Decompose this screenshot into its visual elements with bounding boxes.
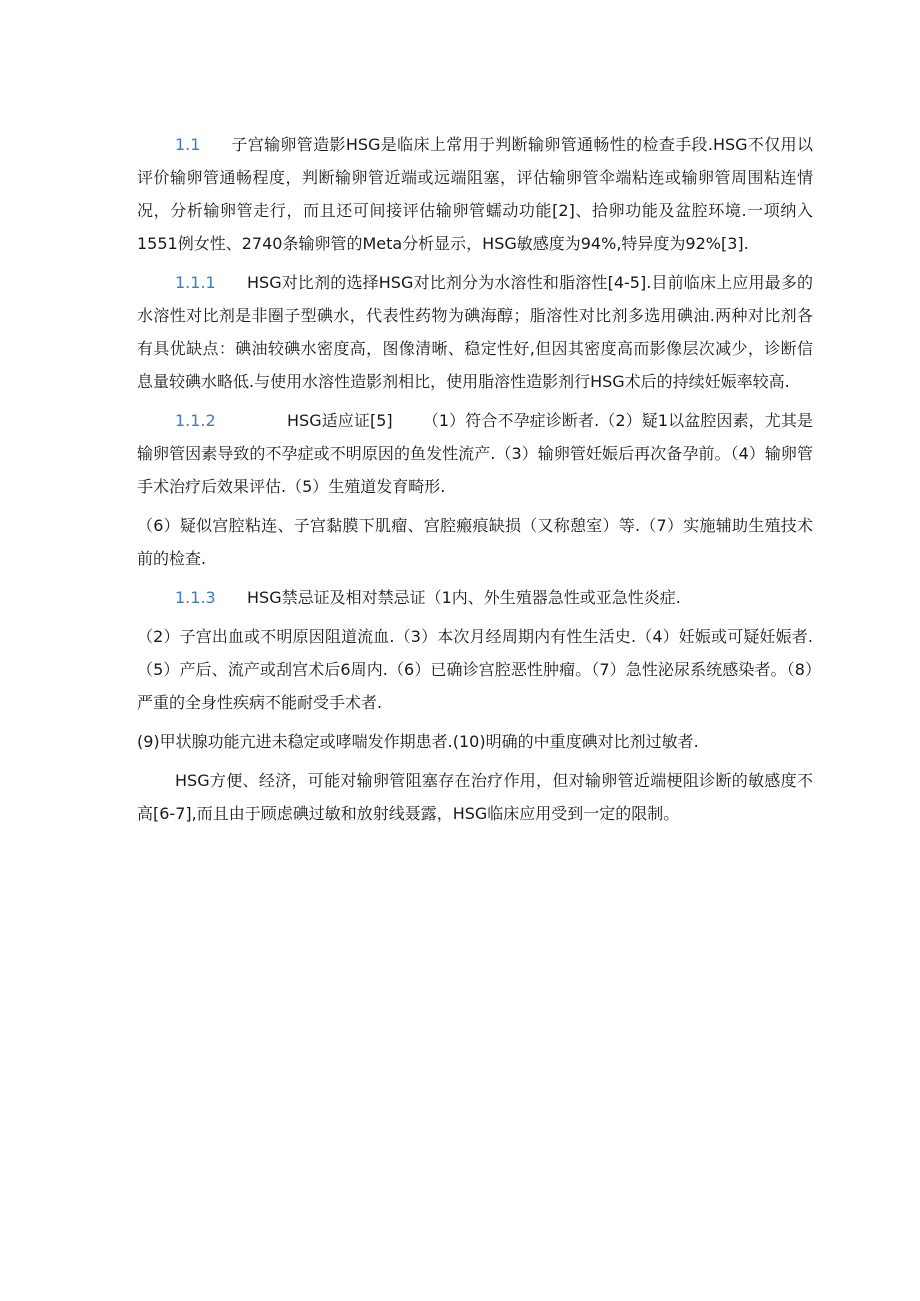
section-number: 1.1.2	[175, 411, 216, 430]
paragraph-1-1-3-continued: （2）子宫出血或不明原因阻道流血.（3）本次月经周期内有性生活史.（4）妊娠或可疑妊娠者.（5）产后、流产或刮宫术后6周内.（6）已确诊宫腔恶性肿瘤。（7）急性泌尿系统感染者。（8）严重的全身性疾病不能耐受手术者.	[137, 627, 813, 712]
paragraph-closing: HSG方便、经济，可能对输卵管阻塞存在治疗作用，但对输卵管近端梗阻诊断的敏感度不高[6-7],而且由于顾虑碘过敏和放射线聂露，HSG临床应用受到一定的限制。	[137, 771, 813, 823]
paragraph-1-1-1	[137, 266, 813, 398]
section-number: 1.1	[175, 135, 201, 154]
paragraph-text: （1）符合不孕症诊断者.（2）疑1以盆腔因素，尤其是输卵管因素导致的不孕症或不明原因的鱼发性流产.（3）输卵管妊娠后再次备孕前。（4）输卵管手术治疗后效果评估.（5）生殖道发育畸形.	[137, 411, 813, 496]
paragraph-1-1-3-continued-2: (9)甲状腺功能亢进未稳定或哮喘发作期患者.(10)明确的中重度碘对比剂过敏者.	[137, 732, 699, 751]
paragraph-text: HSG禁忌证及相对禁忌证（1内、外生殖器急性或亚急性炎症.	[247, 588, 681, 607]
section-number: 1.1.1	[175, 273, 216, 292]
paragraph-1-1-3	[137, 581, 813, 614]
paragraph-1-1-2-continued: （6）疑似宫腔粘连、子宫黏膜下肌瘤、宫腔瘢痕缺损（又称憩室）等.（7）实施辅助生殖技术前的检查.	[137, 516, 813, 568]
paragraph-1-1-2	[137, 404, 813, 503]
paragraph-text: 子宫输卵管造影HSG是临床上常用于判断输卵管通畅性的检查手段.HSG不仅用以评价输卵管通畅程度，判断输卵管近端或远端阻塞，评估输卵管伞端粘连或输卵管周围粘连情况，分析输卵管走行，而且还可间接评估输卵管蠕动功能[2]、拾卵功能及盆腔环境.一项纳入1551例女性、2740条输卵管的Meta分析显示，HSG敏感度为94%,特异度为92%[3].	[137, 135, 813, 253]
section-title: HSG适应证[5]	[287, 411, 393, 430]
paragraph-1-1	[137, 128, 813, 260]
section-number: 1.1.3	[175, 588, 216, 607]
document-body	[137, 128, 813, 836]
paragraph-text: HSG对比剂的选择HSG对比剂分为水溶性和脂溶性[4-5].目前临床上应用最多的水溶性对比剂是非圈子型碘水，代表性药物为碘海醇；脂溶性对比剂多选用碘油.两种对比剂各有具优缺点：碘油较碘水密度高，图像清晰、稳定性好,但因其密度高而影像层次减少，诊断信息量较碘水略低.与使用水溶性造影剂相比，使用脂溶性造影剂行HSG术后的持续妊娠率较高.	[137, 273, 813, 391]
